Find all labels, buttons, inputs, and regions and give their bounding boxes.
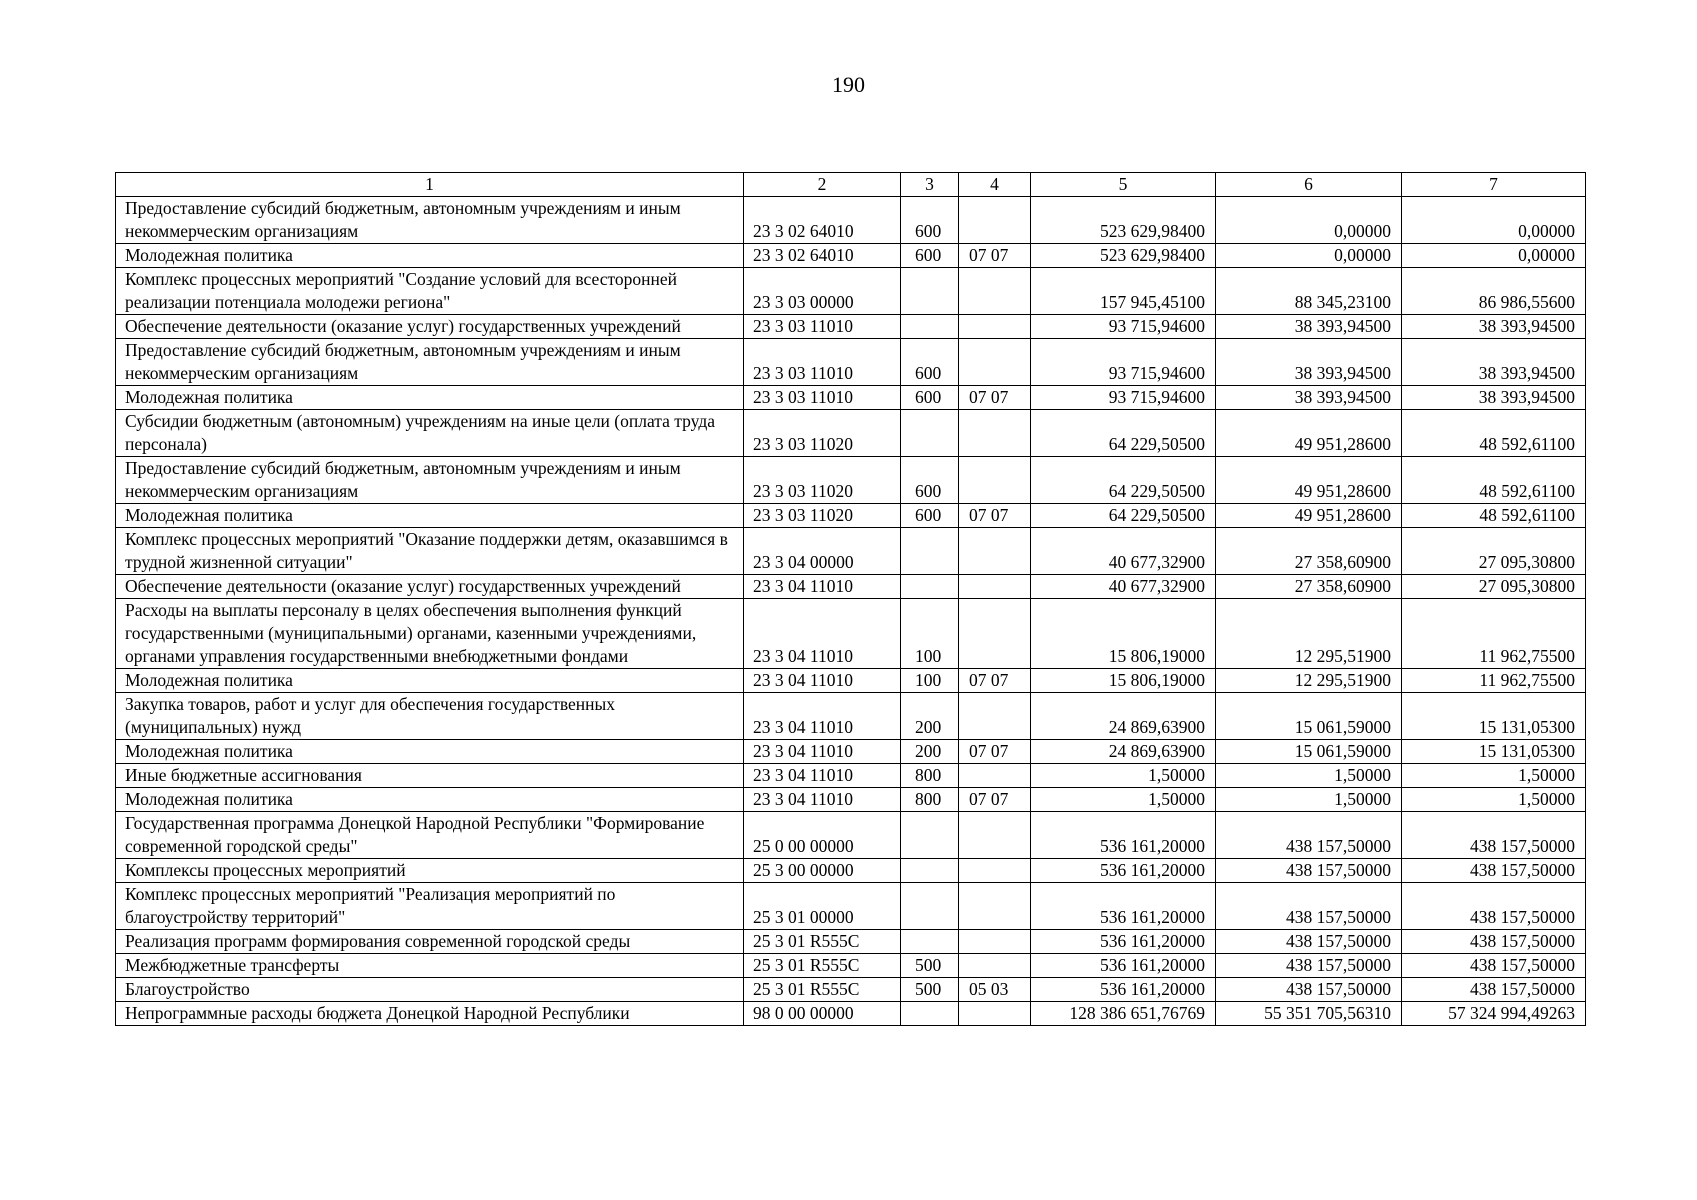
table-row [116, 788, 1586, 812]
row-name-cell: Комплексы процессных мероприятий [116, 859, 744, 883]
row-col5-cell: 93 715,94600 [1031, 386, 1216, 410]
row-col4-cell [959, 268, 1031, 315]
row-col3-cell: 500 [901, 978, 959, 1002]
row-col3-cell: 600 [901, 504, 959, 528]
row-name-cell: Непрограммные расходы бюджета Донецкой Народной Республики [116, 1002, 744, 1026]
row-col5-cell: 536 161,20000 [1031, 812, 1216, 859]
row-col3-cell [901, 812, 959, 859]
row-col4-cell [959, 954, 1031, 978]
row-col3-cell [901, 268, 959, 315]
row-code-cell: 23 3 04 11010 [744, 693, 901, 740]
row-col5-cell: 64 229,50500 [1031, 457, 1216, 504]
row-name-cell: Комплекс процессных мероприятий "Оказание поддержки детям, оказавшимся в трудной жизненной ситуации" [116, 528, 744, 575]
row-code-cell: 23 3 04 00000 [744, 528, 901, 575]
row-col6-cell: 12 295,51900 [1216, 599, 1402, 669]
row-code-cell: 23 3 04 11010 [744, 788, 901, 812]
row-col3-cell: 600 [901, 339, 959, 386]
row-col7-cell: 38 393,94500 [1402, 386, 1586, 410]
row-col7-cell: 0,00000 [1402, 244, 1586, 268]
row-col4-cell [959, 930, 1031, 954]
row-col3-cell: 600 [901, 197, 959, 244]
row-name-cell: Молодежная политика [116, 504, 744, 528]
row-col5-cell: 64 229,50500 [1031, 410, 1216, 457]
row-name-cell: Молодежная политика [116, 740, 744, 764]
row-col7-cell: 86 986,55600 [1402, 268, 1586, 315]
row-col5-cell: 1,50000 [1031, 764, 1216, 788]
row-col6-cell: 49 951,28600 [1216, 457, 1402, 504]
row-col3-cell [901, 315, 959, 339]
table-row [116, 883, 1586, 930]
table-row [116, 693, 1586, 740]
row-name-cell: Комплекс процессных мероприятий "Создание условий для всесторонней реализации потенциала молодежи региона" [116, 268, 744, 315]
table-row [116, 528, 1586, 575]
table-row [116, 268, 1586, 315]
row-col6-cell: 38 393,94500 [1216, 386, 1402, 410]
table-row [116, 504, 1586, 528]
table-row [116, 386, 1586, 410]
column-header: 3 [901, 173, 959, 197]
table-row [116, 315, 1586, 339]
row-col4-cell [959, 339, 1031, 386]
row-col6-cell: 12 295,51900 [1216, 669, 1402, 693]
table-row [116, 244, 1586, 268]
row-col7-cell: 438 157,50000 [1402, 812, 1586, 859]
row-col3-cell: 100 [901, 599, 959, 669]
row-code-cell: 23 3 03 11020 [744, 457, 901, 504]
row-code-cell: 23 3 03 11010 [744, 315, 901, 339]
row-col5-cell: 24 869,63900 [1031, 693, 1216, 740]
row-col6-cell: 438 157,50000 [1216, 859, 1402, 883]
row-col6-cell: 438 157,50000 [1216, 812, 1402, 859]
row-col5-cell: 523 629,98400 [1031, 244, 1216, 268]
row-col4-cell: 07 07 [959, 386, 1031, 410]
row-col5-cell: 1,50000 [1031, 788, 1216, 812]
row-col7-cell: 38 393,94500 [1402, 339, 1586, 386]
table-row [116, 930, 1586, 954]
row-col4-cell [959, 599, 1031, 669]
row-code-cell: 98 0 00 00000 [744, 1002, 901, 1026]
row-col4-cell: 07 07 [959, 740, 1031, 764]
row-col4-cell: 07 07 [959, 788, 1031, 812]
row-col7-cell: 438 157,50000 [1402, 859, 1586, 883]
row-col3-cell [901, 883, 959, 930]
row-name-cell: Предоставление субсидий бюджетным, автономным учреждениям и иным некоммерческим организациям [116, 457, 744, 504]
table-row [116, 740, 1586, 764]
table-row [116, 978, 1586, 1002]
row-col7-cell: 11 962,75500 [1402, 599, 1586, 669]
row-code-cell: 23 3 02 64010 [744, 244, 901, 268]
row-name-cell: Комплекс процессных мероприятий "Реализация мероприятий по благоустройству территорий" [116, 883, 744, 930]
row-name-cell: Государственная программа Донецкой Народной Республики "Формирование современной городской среды" [116, 812, 744, 859]
column-header: 1 [116, 173, 744, 197]
row-col3-cell [901, 528, 959, 575]
row-col6-cell: 38 393,94500 [1216, 315, 1402, 339]
row-code-cell: 25 3 01 R555C [744, 954, 901, 978]
table-row [116, 859, 1586, 883]
table-row [116, 410, 1586, 457]
row-code-cell: 23 3 03 11010 [744, 386, 901, 410]
column-header: 5 [1031, 173, 1216, 197]
row-col7-cell: 11 962,75500 [1402, 669, 1586, 693]
row-col4-cell [959, 575, 1031, 599]
row-col3-cell [901, 930, 959, 954]
row-col4-cell: 07 07 [959, 504, 1031, 528]
row-name-cell: Субсидии бюджетным (автономным) учреждениям на иные цели (оплата труда персонала) [116, 410, 744, 457]
row-col7-cell: 48 592,61100 [1402, 457, 1586, 504]
row-col3-cell: 600 [901, 386, 959, 410]
column-header: 2 [744, 173, 901, 197]
row-col5-cell: 15 806,19000 [1031, 669, 1216, 693]
row-code-cell: 23 3 04 11010 [744, 575, 901, 599]
row-col7-cell: 15 131,05300 [1402, 693, 1586, 740]
row-name-cell: Молодежная политика [116, 788, 744, 812]
table-row [116, 954, 1586, 978]
row-name-cell: Реализация программ формирования современной городской среды [116, 930, 744, 954]
row-col4-cell: 07 07 [959, 244, 1031, 268]
row-col6-cell: 438 157,50000 [1216, 978, 1402, 1002]
table-row [116, 457, 1586, 504]
row-col3-cell: 100 [901, 669, 959, 693]
row-col5-cell: 15 806,19000 [1031, 599, 1216, 669]
row-col5-cell: 24 869,63900 [1031, 740, 1216, 764]
table-row [116, 812, 1586, 859]
row-code-cell: 23 3 03 11020 [744, 410, 901, 457]
row-col6-cell: 49 951,28600 [1216, 504, 1402, 528]
row-col5-cell: 93 715,94600 [1031, 339, 1216, 386]
table-header-row [116, 173, 1586, 197]
row-col4-cell [959, 197, 1031, 244]
table-row [116, 339, 1586, 386]
row-col5-cell: 93 715,94600 [1031, 315, 1216, 339]
row-col3-cell: 600 [901, 244, 959, 268]
row-col5-cell: 536 161,20000 [1031, 978, 1216, 1002]
row-name-cell: Обеспечение деятельности (оказание услуг) государственных учреждений [116, 575, 744, 599]
row-col3-cell: 600 [901, 457, 959, 504]
row-col5-cell: 128 386 651,76769 [1031, 1002, 1216, 1026]
row-col6-cell: 88 345,23100 [1216, 268, 1402, 315]
row-col7-cell: 27 095,30800 [1402, 528, 1586, 575]
row-col6-cell: 1,50000 [1216, 764, 1402, 788]
row-col5-cell: 536 161,20000 [1031, 859, 1216, 883]
row-col4-cell [959, 764, 1031, 788]
row-col7-cell: 438 157,50000 [1402, 930, 1586, 954]
page-number: 190 [832, 72, 865, 97]
row-name-cell: Предоставление субсидий бюджетным, автономным учреждениям и иным некоммерческим организациям [116, 197, 744, 244]
row-col7-cell: 48 592,61100 [1402, 504, 1586, 528]
row-col5-cell: 536 161,20000 [1031, 954, 1216, 978]
row-col4-cell [959, 859, 1031, 883]
row-col6-cell: 0,00000 [1216, 197, 1402, 244]
row-col3-cell: 500 [901, 954, 959, 978]
table-row [116, 599, 1586, 669]
row-code-cell: 25 3 01 R555C [744, 978, 901, 1002]
row-col5-cell: 40 677,32900 [1031, 575, 1216, 599]
row-name-cell: Закупка товаров, работ и услуг для обеспечения государственных (муниципальных) нужд [116, 693, 744, 740]
row-col3-cell: 200 [901, 740, 959, 764]
row-code-cell: 23 3 03 11010 [744, 339, 901, 386]
row-col7-cell: 38 393,94500 [1402, 315, 1586, 339]
table-row [116, 197, 1586, 244]
row-col4-cell [959, 457, 1031, 504]
row-col7-cell: 438 157,50000 [1402, 978, 1586, 1002]
row-col5-cell: 536 161,20000 [1031, 930, 1216, 954]
row-col6-cell: 438 157,50000 [1216, 883, 1402, 930]
row-code-cell: 23 3 02 64010 [744, 197, 901, 244]
table-row [116, 764, 1586, 788]
row-col6-cell: 55 351 705,56310 [1216, 1002, 1402, 1026]
table-row [116, 669, 1586, 693]
row-col5-cell: 157 945,45100 [1031, 268, 1216, 315]
row-code-cell: 25 3 00 00000 [744, 859, 901, 883]
row-col6-cell: 438 157,50000 [1216, 954, 1402, 978]
row-code-cell: 25 0 00 00000 [744, 812, 901, 859]
row-col7-cell: 27 095,30800 [1402, 575, 1586, 599]
row-code-cell: 23 3 03 11020 [744, 504, 901, 528]
row-col3-cell: 800 [901, 764, 959, 788]
row-col7-cell: 48 592,61100 [1402, 410, 1586, 457]
row-col3-cell [901, 575, 959, 599]
row-name-cell: Благоустройство [116, 978, 744, 1002]
row-col5-cell: 523 629,98400 [1031, 197, 1216, 244]
row-col4-cell [959, 1002, 1031, 1026]
column-header: 7 [1402, 173, 1586, 197]
row-col6-cell: 27 358,60900 [1216, 575, 1402, 599]
row-col3-cell: 800 [901, 788, 959, 812]
row-col6-cell: 0,00000 [1216, 244, 1402, 268]
row-col6-cell: 27 358,60900 [1216, 528, 1402, 575]
row-code-cell: 23 3 04 11010 [744, 740, 901, 764]
row-col3-cell [901, 1002, 959, 1026]
row-col4-cell [959, 410, 1031, 457]
row-col5-cell: 536 161,20000 [1031, 883, 1216, 930]
row-col7-cell: 1,50000 [1402, 788, 1586, 812]
row-col4-cell: 07 07 [959, 669, 1031, 693]
row-code-cell: 25 3 01 R555C [744, 930, 901, 954]
row-col4-cell [959, 315, 1031, 339]
row-name-cell: Иные бюджетные ассигнования [116, 764, 744, 788]
row-col5-cell: 64 229,50500 [1031, 504, 1216, 528]
row-col7-cell: 438 157,50000 [1402, 954, 1586, 978]
row-col4-cell [959, 812, 1031, 859]
row-col7-cell: 1,50000 [1402, 764, 1586, 788]
row-col3-cell [901, 410, 959, 457]
row-name-cell: Молодежная политика [116, 386, 744, 410]
row-name-cell: Молодежная политика [116, 669, 744, 693]
row-col4-cell [959, 883, 1031, 930]
row-col7-cell: 0,00000 [1402, 197, 1586, 244]
row-col7-cell: 438 157,50000 [1402, 883, 1586, 930]
table-row [116, 575, 1586, 599]
row-col6-cell: 15 061,59000 [1216, 740, 1402, 764]
row-name-cell: Межбюджетные трансферты [116, 954, 744, 978]
row-col6-cell: 38 393,94500 [1216, 339, 1402, 386]
row-col6-cell: 1,50000 [1216, 788, 1402, 812]
row-col7-cell: 57 324 994,49263 [1402, 1002, 1586, 1026]
table-row [116, 1002, 1586, 1026]
row-col3-cell [901, 859, 959, 883]
row-code-cell: 23 3 03 00000 [744, 268, 901, 315]
row-name-cell: Предоставление субсидий бюджетным, автономным учреждениям и иным некоммерческим организациям [116, 339, 744, 386]
column-header: 4 [959, 173, 1031, 197]
row-col4-cell [959, 693, 1031, 740]
row-col6-cell: 49 951,28600 [1216, 410, 1402, 457]
row-col6-cell: 438 157,50000 [1216, 930, 1402, 954]
column-header: 6 [1216, 173, 1402, 197]
row-name-cell: Расходы на выплаты персоналу в целях обеспечения выполнения функций государственными (муниципальными) органами, казенными учреждениями, органами управления государственными внебюджетными фондами [116, 599, 744, 669]
row-code-cell: 23 3 04 11010 [744, 669, 901, 693]
row-name-cell: Обеспечение деятельности (оказание услуг) государственных учреждений [116, 315, 744, 339]
row-col4-cell [959, 528, 1031, 575]
row-code-cell: 23 3 04 11010 [744, 764, 901, 788]
row-col4-cell: 05 03 [959, 978, 1031, 1002]
row-col3-cell: 200 [901, 693, 959, 740]
row-col7-cell: 15 131,05300 [1402, 740, 1586, 764]
row-col6-cell: 15 061,59000 [1216, 693, 1402, 740]
row-code-cell: 25 3 01 00000 [744, 883, 901, 930]
row-code-cell: 23 3 04 11010 [744, 599, 901, 669]
row-col5-cell: 40 677,32900 [1031, 528, 1216, 575]
row-name-cell: Молодежная политика [116, 244, 744, 268]
budget-table [115, 172, 1586, 1026]
